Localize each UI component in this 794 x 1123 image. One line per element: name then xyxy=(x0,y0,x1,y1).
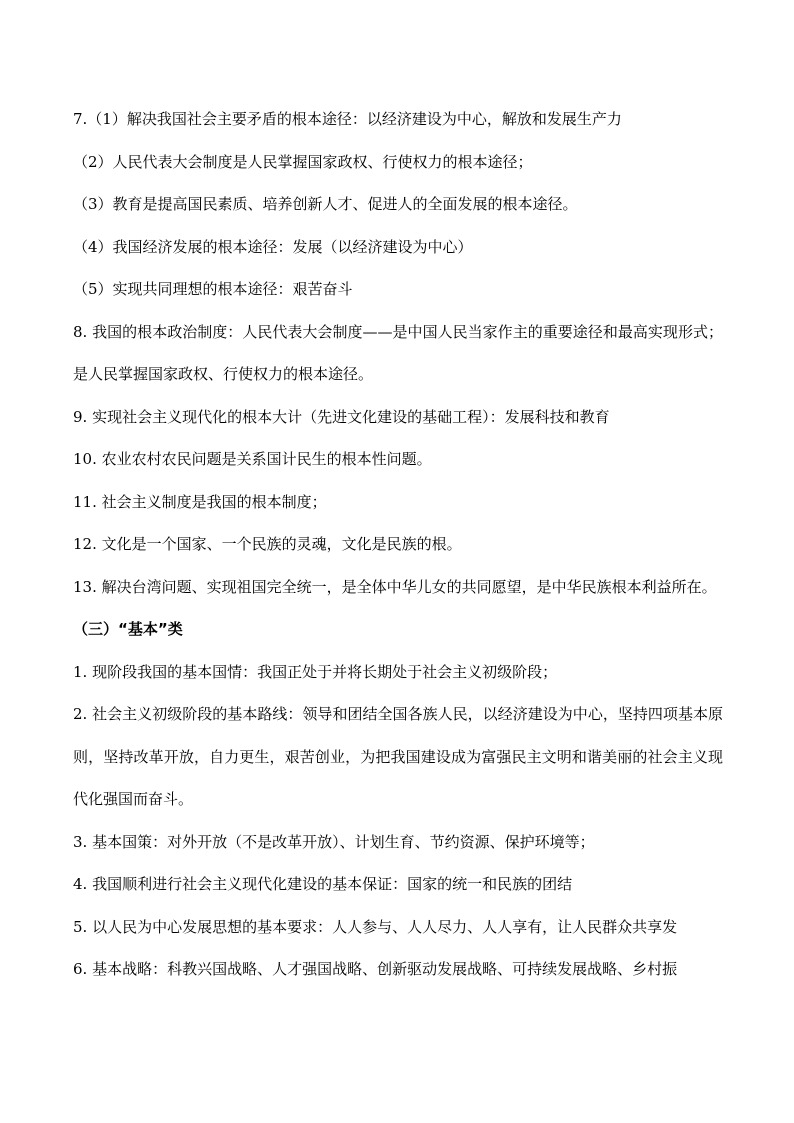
basic-item-6: 6. 基本战略：科教兴国战略、人才强国战略、创新驱动发展战略、可持续发展战略、乡村振 xyxy=(73,960,678,978)
paragraph-13: 13. 解决台湾问题、实现祖国完全统一，是全体中华儿女的共同愿望，是中华民族根本利益所在。 xyxy=(73,577,717,596)
document-body xyxy=(73,98,723,991)
paragraph-8: 8. 我国的根本政治制度：人民代表大会制度——是中国人民当家作主的重要途径和最高实现形式；是人民掌握国家政权、行使权力的根本途径。 xyxy=(73,322,723,383)
paragraph-10: 10. 农业农村农民问题是关系国计民生的根本性问题。 xyxy=(73,450,432,468)
basic-item-3: 3. 基本国策：对外开放（不是改革开放）、计划生育、节约资源、保护环境等； xyxy=(73,832,595,851)
basic-item-5: 5. 以人民为中心发展思想的基本要求：人人参与、人人尽力、人人享有，让人民群众共享发 xyxy=(73,917,678,936)
basic-item-1: 1. 现阶段我国的基本国情：我国正处于并将长期处于社会主义初级阶段； xyxy=(73,662,558,681)
paragraph-9: 9. 实现社会主义现代化的根本大计（先进文化建设的基础工程）：发展科技和教育 xyxy=(73,407,610,426)
paragraph-12: 12. 文化是一个国家、一个民族的灵魂，文化是民族的根。 xyxy=(73,535,462,553)
basic-item-4: 4. 我国顺利进行社会主义现代化建设的基本保证：国家的统一和民族的团结 xyxy=(73,875,573,893)
paragraph-7-3: （3）教育是提高国民素质、培养创新人才、促进人的全面发展的根本途径。 xyxy=(73,195,578,213)
paragraph-11: 11. 社会主义制度是我国的根本制度； xyxy=(73,492,327,511)
paragraph-7-2: （2）人民代表大会制度是人民掌握国家政权、行使权力的根本途径； xyxy=(73,152,533,171)
paragraph-7-5: （5）实现共同理想的根本途径：艰苦奋斗 xyxy=(73,280,353,298)
paragraph-7-4: （4）我国经济发展的根本途径：发展（以经济建设为中心） xyxy=(73,237,473,256)
section-heading-basic: （三）“基本”类 xyxy=(73,620,183,638)
paragraph-7-1: 7.（1）解决我国社会主要矛盾的根本途径：以经济建设为中心，解放和发展生产力 xyxy=(73,110,622,128)
basic-item-2: 2. 社会主义初级阶段的基本路线：领导和团结全国各族人民，以经济建设为中心，坚持四项基本原则，坚持改革开放，自力更生，艰苦创业，为把我国建设成为富强民主文明和谐美丽的社会主义现代化强国而奋斗。 xyxy=(73,705,723,808)
